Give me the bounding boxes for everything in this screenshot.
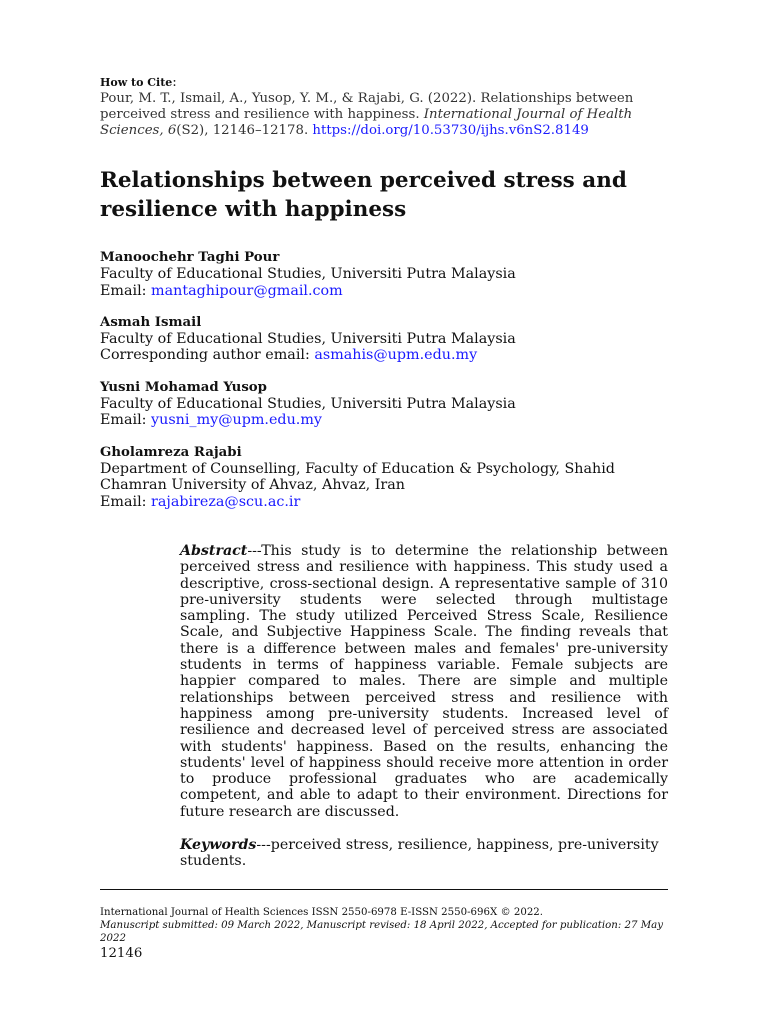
author-email-label: Corresponding author email:	[100, 347, 315, 364]
author-email-label: Email:	[100, 412, 152, 429]
author-email-label: Email:	[100, 493, 152, 510]
author-email-link[interactable]: mantaghipour@gmail.com	[151, 282, 343, 299]
citation-issue-pages: (S2), 12146–12178.	[176, 123, 313, 138]
footer-journal-line: International Journal of Health Sciences ISSN 2550-6978 E-ISSN 2550-696X © 2022.	[100, 907, 544, 918]
how-to-cite-block	[100, 75, 670, 139]
keywords-paragraph	[180, 837, 668, 870]
author-email-label: Email:	[100, 282, 152, 299]
author-affiliation: Department of Counselling, Faculty of Education & Psychology, Shahid Chamran University of Ahvaz, Ahvaz, Iran	[100, 460, 615, 494]
author-email-link[interactable]: rajabireza@scu.ac.ir	[151, 493, 301, 510]
author-name: Manoochehr Taghi Pour	[100, 250, 280, 265]
author-email-link[interactable]: asmahis@upm.edu.my	[314, 347, 478, 364]
author-name: Asmah Ismail	[100, 314, 202, 330]
citation-text	[100, 91, 670, 139]
citation-authors-year: Pour, M. T., Ismail, A., Yusop, Y. M., & Rajabi, G. (2022). Relationships between perceived stress and resilience with happiness.	[100, 91, 634, 122]
author-entry	[100, 380, 680, 429]
author-email-line	[100, 412, 680, 428]
author-entry	[100, 250, 680, 299]
author-affiliation: Faculty of Educational Studies, Universiti Putra Malaysia	[100, 266, 516, 283]
author-affiliation: Faculty of Educational Studies, Universiti Putra Malaysia	[100, 396, 516, 413]
page-footer	[100, 906, 680, 962]
abstract-block	[180, 543, 668, 870]
author-email-line	[100, 347, 680, 363]
author-affiliation: Faculty of Educational Studies, Universiti Putra Malaysia	[100, 331, 516, 348]
author-entry	[100, 315, 680, 364]
page-number: 12146	[100, 946, 143, 961]
citation-journal: International Journal of Health Sciences, 6	[100, 107, 633, 138]
footer-divider	[100, 889, 668, 890]
author-list	[100, 250, 680, 526]
citation-doi-link[interactable]: https://doi.org/10.53730/ijhs.v6nS2.8149	[312, 123, 589, 138]
abstract-text: ---This study is to determine the relationship between perceived stress and resilience with happiness. This study used a descriptive, cross-sectional design. A representative sample of 310 pre-university students were selected through multistage sampling. The study utilized Perceived Stress Scale, Resilience Scale, and Subjective Happiness Scale. The finding reveals that there is a difference between males and females' pre-university students in terms of happiness variable. Female subjects are happier compared to males. There are simple and multiple relationships between perceived stress and resilience with happiness among pre-university students. Increased level of resilience and decreased level of perceived stress are associated with students' happiness. Based on the results, enhancing the students' level of happiness should receive more attention in order to produce professional graduates who are academically competent, and able to adapt to their environment. Directions for future research are discussed.	[180, 543, 668, 820]
author-email-link[interactable]: yusni_my@upm.edu.my	[151, 412, 322, 429]
author-entry	[100, 445, 680, 510]
author-name: Yusni Mohamad Yusop	[100, 379, 267, 395]
author-email-line	[100, 494, 680, 510]
abstract-paragraph	[180, 543, 668, 820]
how-to-cite-heading: How to Cite:	[100, 75, 177, 90]
keywords-label: Keywords	[180, 837, 257, 854]
footer-manuscript-dates: Manuscript submitted: 09 March 2022, Manuscript revised: 18 April 2022, Accepted for publication: 27 May 2022	[100, 920, 663, 944]
author-name: Gholamreza Rajabi	[100, 444, 242, 460]
keywords-text: ---perceived stress, resilience, happiness, pre-university students.	[180, 837, 659, 870]
author-email-line	[100, 283, 680, 299]
abstract-label: Abstract	[180, 543, 248, 559]
how-to-cite-label: How to Cite	[100, 76, 173, 89]
paper-title: Relationships between perceived stress and resilience with happiness	[100, 168, 627, 222]
